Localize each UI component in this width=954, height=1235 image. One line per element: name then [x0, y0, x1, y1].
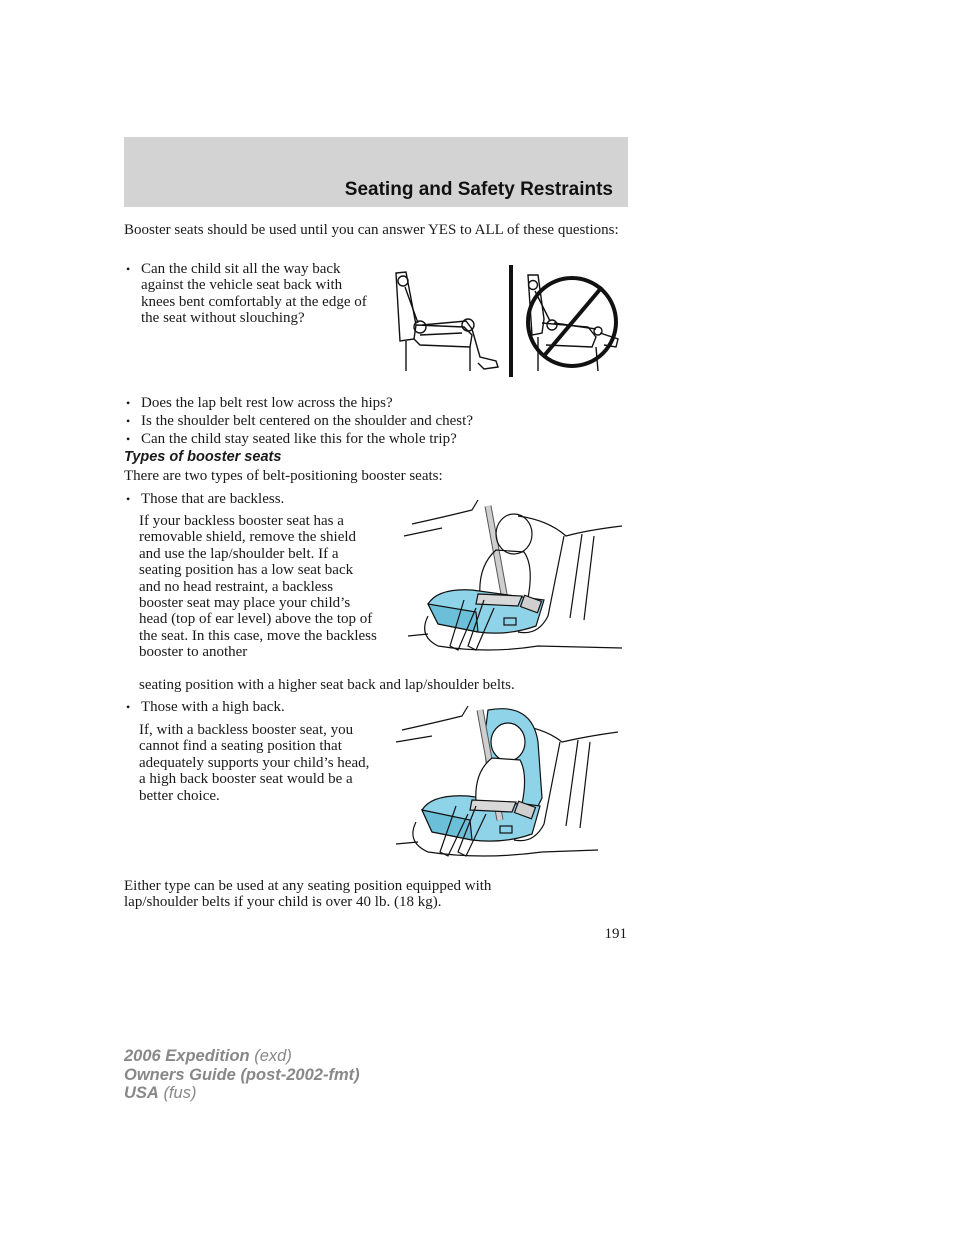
backless-bullet: • Those that are backless. — [124, 491, 381, 507]
incorrect-posture-figure — [528, 275, 618, 371]
highback-body: If, with a backless booster seat, you cannot find a seating position that adequately supports your child’s head, a high back booster seat would be a better choice. — [139, 722, 370, 804]
child-head — [491, 723, 525, 761]
document-footer — [124, 1047, 360, 1103]
backless-body — [139, 513, 377, 677]
question-2: • Does the lap belt rest low across the hips? — [124, 395, 641, 411]
backless-body-text: If your backless booster seat has a removable shield, remove the shield and use the lap/shoulder belt. If a seating position has a low seat back and no head restraint, a backless booster seat may place your child’s head (top of ear level) above the top of the seat. In this case, move the backless booster to another — [139, 513, 377, 661]
question-4: • Can the child stay seated like this for the whole trip? — [124, 431, 641, 447]
section-title: Seating and Safety Restraints — [344, 179, 613, 200]
sitting-posture-illustration — [392, 265, 624, 379]
types-heading: Types of booster seats — [124, 449, 282, 465]
footer-line-2: Owners Guide (post-2002-fmt) — [124, 1065, 360, 1084]
backless-booster-illustration — [398, 496, 626, 656]
footer-line-3: USA (fus) — [124, 1084, 197, 1102]
question-1: • Can the child sit all the way back against the vehicle seat back with knees bent comfortably at the edge of the seat without slouching? — [124, 261, 377, 327]
child-torso — [476, 758, 525, 804]
highback-bullet: • Those with a high back. — [124, 699, 381, 715]
footer-line-1: 2006 Expedition (exd) — [124, 1047, 292, 1065]
intro-paragraph: Booster seats should be used until you can answer YES to ALL of these questions: — [124, 222, 619, 238]
backless-body-tail: seating position with a higher seat back and lap/shoulder belts. — [139, 677, 515, 693]
page-number: 191 — [604, 926, 627, 942]
highback-booster-illustration — [392, 702, 622, 864]
question-3: • Is the shoulder belt centered on the shoulder and chest? — [124, 413, 641, 429]
correct-posture-figure — [396, 272, 498, 371]
section-header-band — [124, 137, 628, 207]
lap-belt — [470, 800, 516, 812]
closing-paragraph: Either type can be used at any seating position equipped with lap/shoulder belts if your child is over 40 lb. (18 kg). — [124, 878, 492, 911]
child-head — [496, 514, 532, 554]
types-lead: There are two types of belt-positioning booster seats: — [124, 468, 443, 484]
